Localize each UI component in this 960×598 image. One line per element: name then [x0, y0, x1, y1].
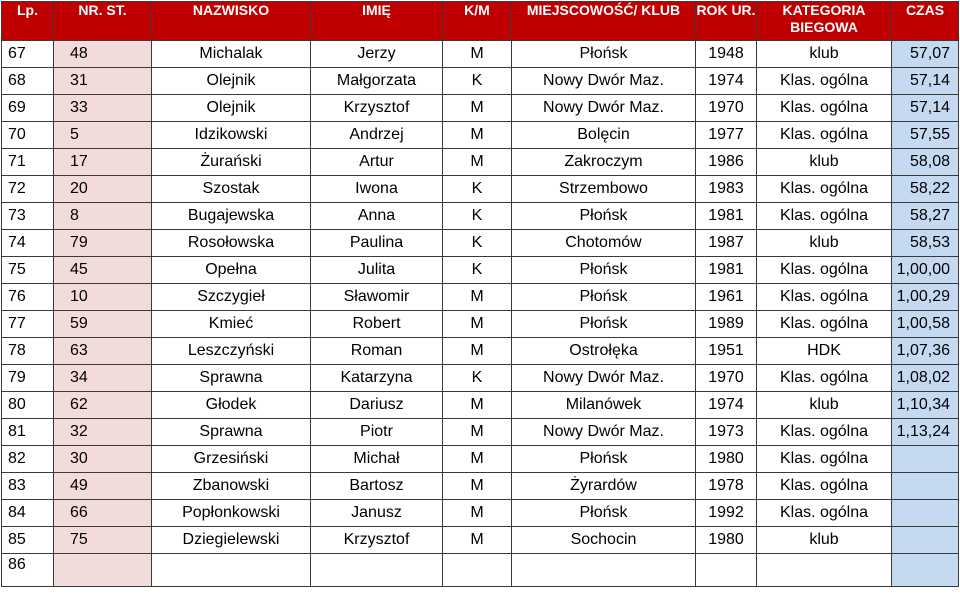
- cell-rok-ur: 1980: [696, 446, 757, 473]
- table-row: [2, 122, 959, 149]
- cell-nr-st: 10: [54, 284, 152, 311]
- cell-km: K: [443, 365, 512, 392]
- cell-czas: 1,10,34: [892, 392, 959, 419]
- cell-km: K: [443, 203, 512, 230]
- cell-rok-ur: 1983: [696, 176, 757, 203]
- cell-nazwisko: Sprawna: [152, 365, 311, 392]
- cell-nazwisko: Dziegielewski: [152, 527, 311, 554]
- header-czas: CZAS: [892, 2, 959, 41]
- cell-czas: 1,00,29: [892, 284, 959, 311]
- table-row: [2, 41, 959, 68]
- cell-nazwisko: Olejnik: [152, 68, 311, 95]
- cell-nazwisko: Kmieć: [152, 311, 311, 338]
- cell-lp: 83: [2, 473, 54, 500]
- cell-kategoria: Klas. ogólna: [757, 122, 892, 149]
- cell-lp: 81: [2, 419, 54, 446]
- cell-czas: 1,00,00: [892, 257, 959, 284]
- cell-kategoria: klub: [757, 392, 892, 419]
- header-row: [2, 2, 959, 41]
- cell-rok-ur: 1961: [696, 284, 757, 311]
- cell-czas: 57,07: [892, 41, 959, 68]
- cell-km: M: [443, 122, 512, 149]
- cell-imie: Krzysztof: [311, 527, 443, 554]
- cell-imie: Jerzy: [311, 41, 443, 68]
- cell-imie: Paulina: [311, 230, 443, 257]
- cell-imie: Małgorzata: [311, 68, 443, 95]
- cell-kategoria: Klas. ogólna: [757, 446, 892, 473]
- cell-km: M: [443, 284, 512, 311]
- cell-rok-ur: 1992: [696, 500, 757, 527]
- cell-nr-st: 20: [54, 176, 152, 203]
- cell-imie: Julita: [311, 257, 443, 284]
- cell-nr-st: [54, 554, 152, 587]
- cell-czas: [892, 473, 959, 500]
- cell-imie: Andrzej: [311, 122, 443, 149]
- cell-nr-st: 33: [54, 95, 152, 122]
- cell-kategoria: Klas. ogólna: [757, 311, 892, 338]
- cell-czas: 58,53: [892, 230, 959, 257]
- cell-km: M: [443, 473, 512, 500]
- cell-nr-st: 79: [54, 230, 152, 257]
- cell-nazwisko: Żurański: [152, 149, 311, 176]
- header-kategoria: KATEGORIA BIEGOWA: [757, 2, 892, 41]
- cell-nazwisko: Olejnik: [152, 95, 311, 122]
- cell-rok-ur: 1987: [696, 230, 757, 257]
- table-row: [2, 257, 959, 284]
- cell-nazwisko: Szostak: [152, 176, 311, 203]
- cell-lp: 78: [2, 338, 54, 365]
- cell-kategoria: klub: [757, 527, 892, 554]
- cell-imie: Artur: [311, 149, 443, 176]
- cell-czas: 58,08: [892, 149, 959, 176]
- cell-miejscowosc: Płońsk: [512, 257, 696, 284]
- cell-imie: Robert: [311, 311, 443, 338]
- cell-nazwisko: Popłonkowski: [152, 500, 311, 527]
- cell-nazwisko: Zbanowski: [152, 473, 311, 500]
- cell-km: M: [443, 149, 512, 176]
- cell-miejscowosc: Sochocin: [512, 527, 696, 554]
- table-row: [2, 527, 959, 554]
- cell-rok-ur: 1974: [696, 68, 757, 95]
- cell-kategoria: Klas. ogólna: [757, 176, 892, 203]
- cell-lp: 86: [2, 554, 54, 587]
- cell-rok-ur: 1970: [696, 365, 757, 392]
- cell-kategoria: Klas. ogólna: [757, 500, 892, 527]
- cell-km: M: [443, 95, 512, 122]
- cell-lp: 77: [2, 311, 54, 338]
- cell-km: M: [443, 446, 512, 473]
- cell-czas: 1,00,58: [892, 311, 959, 338]
- cell-czas: 58,27: [892, 203, 959, 230]
- cell-lp: 84: [2, 500, 54, 527]
- cell-miejscowosc: Zakroczym: [512, 149, 696, 176]
- cell-rok-ur: 1978: [696, 473, 757, 500]
- cell-rok-ur: 1981: [696, 257, 757, 284]
- cell-kategoria: klub: [757, 230, 892, 257]
- cell-kategoria: Klas. ogólna: [757, 419, 892, 446]
- cell-km: M: [443, 41, 512, 68]
- cell-czas: 1,08,02: [892, 365, 959, 392]
- cell-lp: 69: [2, 95, 54, 122]
- results-table: [1, 1, 959, 587]
- cell-kategoria: Klas. ogólna: [757, 284, 892, 311]
- cell-imie: Michał: [311, 446, 443, 473]
- cell-rok-ur: 1970: [696, 95, 757, 122]
- cell-nazwisko: Bugajewska: [152, 203, 311, 230]
- cell-lp: 82: [2, 446, 54, 473]
- cell-czas: 57,55: [892, 122, 959, 149]
- header-nr-st: NR. ST.: [54, 2, 152, 41]
- cell-czas: [892, 500, 959, 527]
- cell-miejscowosc: Płońsk: [512, 41, 696, 68]
- table-row: [2, 554, 959, 587]
- cell-lp: 67: [2, 41, 54, 68]
- cell-rok-ur: [696, 554, 757, 587]
- cell-km: M: [443, 311, 512, 338]
- cell-nr-st: 48: [54, 41, 152, 68]
- table-row: [2, 149, 959, 176]
- cell-nazwisko: Głodek: [152, 392, 311, 419]
- cell-nazwisko: Leszczyński: [152, 338, 311, 365]
- cell-nr-st: 34: [54, 365, 152, 392]
- table-row: [2, 230, 959, 257]
- table-row: [2, 68, 959, 95]
- cell-nazwisko: Rosołowska: [152, 230, 311, 257]
- table-row: [2, 176, 959, 203]
- cell-lp: 73: [2, 203, 54, 230]
- cell-miejscowosc: Milanówek: [512, 392, 696, 419]
- cell-miejscowosc: Chotomów: [512, 230, 696, 257]
- cell-imie: Katarzyna: [311, 365, 443, 392]
- cell-czas: 1,07,36: [892, 338, 959, 365]
- cell-kategoria: Klas. ogólna: [757, 95, 892, 122]
- cell-imie: Krzysztof: [311, 95, 443, 122]
- cell-kategoria: Klas. ogólna: [757, 365, 892, 392]
- cell-km: K: [443, 257, 512, 284]
- cell-nazwisko: Idzikowski: [152, 122, 311, 149]
- cell-nr-st: 59: [54, 311, 152, 338]
- table-row: [2, 392, 959, 419]
- table-row: [2, 311, 959, 338]
- cell-miejscowosc: Ostrołęka: [512, 338, 696, 365]
- header-nazwisko: NAZWISKO: [152, 2, 311, 41]
- cell-imie: Sławomir: [311, 284, 443, 311]
- cell-nr-st: 49: [54, 473, 152, 500]
- cell-kategoria: [757, 554, 892, 587]
- cell-nr-st: 32: [54, 419, 152, 446]
- cell-miejscowosc: Nowy Dwór Maz.: [512, 95, 696, 122]
- cell-nr-st: 45: [54, 257, 152, 284]
- cell-czas: [892, 527, 959, 554]
- cell-czas: [892, 554, 959, 587]
- cell-imie: Piotr: [311, 419, 443, 446]
- cell-lp: 79: [2, 365, 54, 392]
- cell-rok-ur: 1981: [696, 203, 757, 230]
- header-miejscowosc: MIEJSCOWOŚĆ/ KLUB: [512, 2, 696, 41]
- table-row: [2, 446, 959, 473]
- cell-miejscowosc: Płońsk: [512, 284, 696, 311]
- cell-nr-st: 66: [54, 500, 152, 527]
- cell-km: M: [443, 419, 512, 446]
- cell-nr-st: 5: [54, 122, 152, 149]
- cell-nazwisko: [152, 554, 311, 587]
- cell-rok-ur: 1973: [696, 419, 757, 446]
- table-row: [2, 338, 959, 365]
- cell-km: M: [443, 527, 512, 554]
- cell-lp: 68: [2, 68, 54, 95]
- table-row: [2, 365, 959, 392]
- cell-nazwisko: Opełna: [152, 257, 311, 284]
- cell-czas: 1,13,24: [892, 419, 959, 446]
- results-body: [2, 41, 959, 587]
- table-row: [2, 95, 959, 122]
- cell-miejscowosc: Nowy Dwór Maz.: [512, 419, 696, 446]
- cell-miejscowosc: Płońsk: [512, 311, 696, 338]
- cell-rok-ur: 1974: [696, 392, 757, 419]
- table-row: [2, 284, 959, 311]
- cell-km: M: [443, 500, 512, 527]
- cell-kategoria: Klas. ogólna: [757, 257, 892, 284]
- cell-nr-st: 17: [54, 149, 152, 176]
- cell-lp: 72: [2, 176, 54, 203]
- cell-rok-ur: 1951: [696, 338, 757, 365]
- cell-lp: 71: [2, 149, 54, 176]
- cell-imie: Dariusz: [311, 392, 443, 419]
- cell-lp: 70: [2, 122, 54, 149]
- cell-kategoria: HDK: [757, 338, 892, 365]
- cell-miejscowosc: Bolęcin: [512, 122, 696, 149]
- table-row: [2, 500, 959, 527]
- cell-imie: Iwona: [311, 176, 443, 203]
- cell-kategoria: klub: [757, 149, 892, 176]
- cell-km: [443, 554, 512, 587]
- cell-miejscowosc: Nowy Dwór Maz.: [512, 365, 696, 392]
- cell-kategoria: Klas. ogólna: [757, 203, 892, 230]
- cell-nazwisko: Sprawna: [152, 419, 311, 446]
- cell-imie: Janusz: [311, 500, 443, 527]
- cell-czas: [892, 446, 959, 473]
- cell-km: K: [443, 68, 512, 95]
- header-lp: Lp.: [2, 2, 54, 41]
- cell-rok-ur: 1948: [696, 41, 757, 68]
- cell-nr-st: 63: [54, 338, 152, 365]
- cell-imie: Anna: [311, 203, 443, 230]
- cell-kategoria: Klas. ogólna: [757, 68, 892, 95]
- cell-lp: 75: [2, 257, 54, 284]
- cell-czas: 57,14: [892, 95, 959, 122]
- cell-miejscowosc: [512, 554, 696, 587]
- cell-miejscowosc: Żyrardów: [512, 473, 696, 500]
- cell-nr-st: 62: [54, 392, 152, 419]
- cell-nazwisko: Grzesiński: [152, 446, 311, 473]
- cell-lp: 85: [2, 527, 54, 554]
- cell-miejscowosc: Nowy Dwór Maz.: [512, 68, 696, 95]
- header-km: K/M: [443, 2, 512, 41]
- cell-nazwisko: Michalak: [152, 41, 311, 68]
- cell-imie: Bartosz: [311, 473, 443, 500]
- cell-km: K: [443, 230, 512, 257]
- cell-czas: 58,22: [892, 176, 959, 203]
- cell-kategoria: klub: [757, 41, 892, 68]
- cell-rok-ur: 1980: [696, 527, 757, 554]
- cell-miejscowosc: Płońsk: [512, 500, 696, 527]
- cell-miejscowosc: Płońsk: [512, 203, 696, 230]
- cell-miejscowosc: Strzembowo: [512, 176, 696, 203]
- cell-km: M: [443, 392, 512, 419]
- cell-lp: 80: [2, 392, 54, 419]
- cell-kategoria: Klas. ogólna: [757, 473, 892, 500]
- table-row: [2, 419, 959, 446]
- cell-imie: Roman: [311, 338, 443, 365]
- cell-lp: 76: [2, 284, 54, 311]
- cell-imie: [311, 554, 443, 587]
- cell-nr-st: 8: [54, 203, 152, 230]
- header-rok-ur: ROK UR.: [696, 2, 757, 41]
- cell-km: M: [443, 338, 512, 365]
- cell-rok-ur: 1989: [696, 311, 757, 338]
- cell-nr-st: 31: [54, 68, 152, 95]
- cell-nazwisko: Szczygieł: [152, 284, 311, 311]
- table-row: [2, 473, 959, 500]
- cell-miejscowosc: Płońsk: [512, 446, 696, 473]
- cell-rok-ur: 1977: [696, 122, 757, 149]
- cell-czas: 57,14: [892, 68, 959, 95]
- header-imie: IMIĘ: [311, 2, 443, 41]
- cell-lp: 74: [2, 230, 54, 257]
- cell-km: K: [443, 176, 512, 203]
- cell-rok-ur: 1986: [696, 149, 757, 176]
- cell-nr-st: 30: [54, 446, 152, 473]
- cell-nr-st: 75: [54, 527, 152, 554]
- table-row: [2, 203, 959, 230]
